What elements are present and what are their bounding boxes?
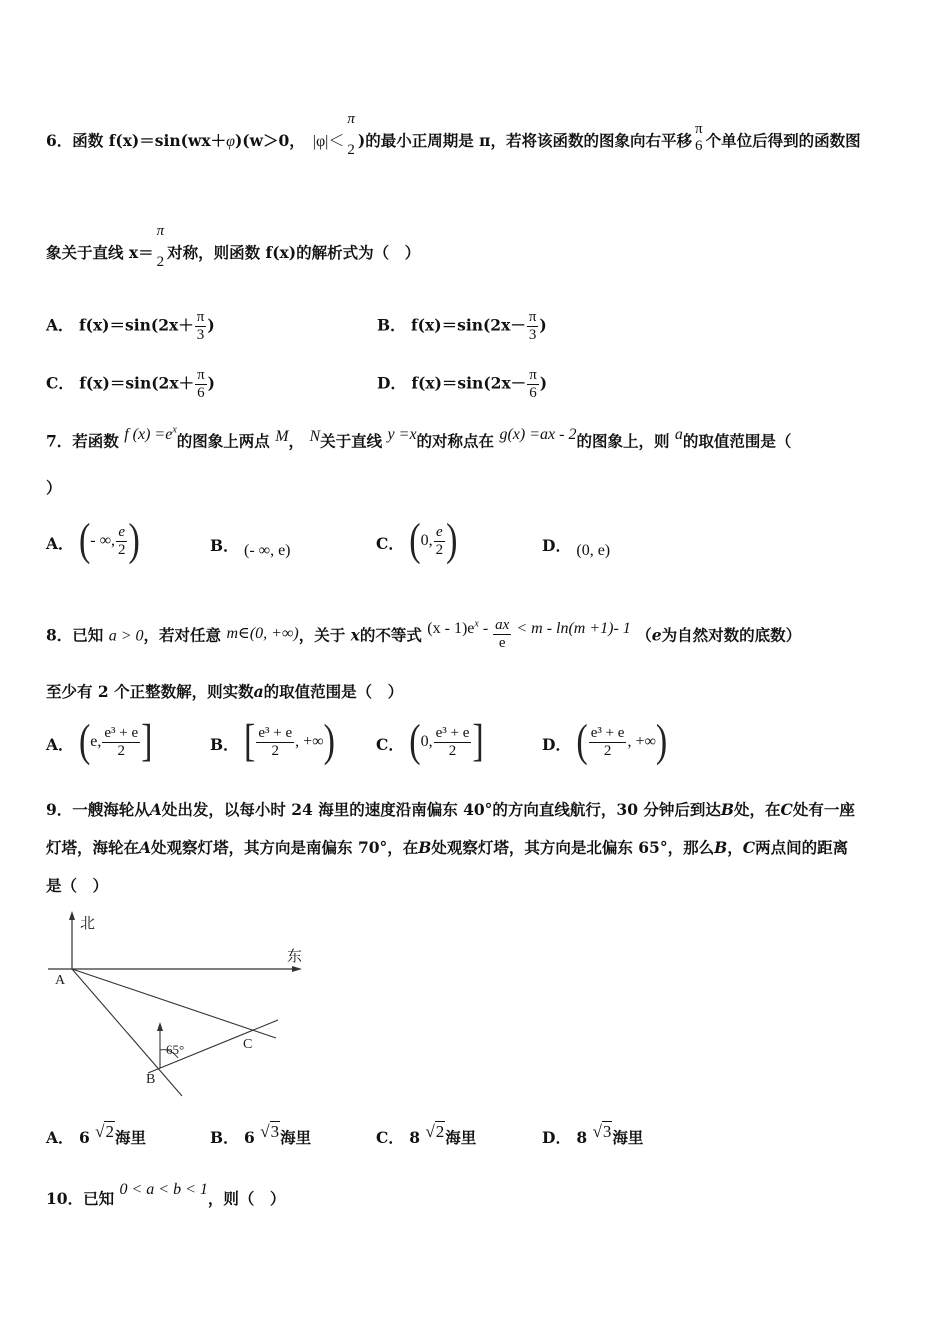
q7-option-c[interactable]: C． (0, $\frac{e}{2}$ ) xyxy=(376,515,458,566)
q8-option-c[interactable]: C． (0, $\frac{\text{e³ + e}}{2}$ ] xyxy=(376,716,484,767)
q8-option-d[interactable]: D． ( $\frac{\text{e³ + e}}{2}$ , +∞) xyxy=(542,716,668,767)
q7-option-b[interactable]: B． (- ∞, e) xyxy=(210,536,291,559)
north-label: 北 xyxy=(80,916,96,932)
point-a-label: A xyxy=(55,973,66,988)
q9-option-d[interactable]: D． 8 √3海里 xyxy=(542,1122,644,1147)
q9-line-1: 9．一艘海轮从A处出发，以每小时 24 海里的速度沿南偏东 40°的方向直线航行，30 分钟后到达B处，在C处有一座 xyxy=(46,800,855,819)
q6-line-2: 象关于直线 x＝ π 2 对称，则函数 f(x)的解析式为（ ） xyxy=(46,223,421,270)
q9-line-3: 是（ ） xyxy=(46,876,109,895)
q9-option-c[interactable]: C． 8 √2海里 xyxy=(376,1122,477,1147)
q9-option-b[interactable]: B． 6 √3海里 xyxy=(210,1122,312,1147)
q6-option-a[interactable]: A． f(x)＝sin(2x＋ $\frac{\pi}{3}$ ) xyxy=(46,309,215,343)
point-b-label: B xyxy=(146,1072,156,1087)
q9-option-a[interactable]: A． 6 √2海里 xyxy=(46,1122,146,1147)
q8-option-b[interactable]: B． [ $\frac{\text{e³ + e}}{2}$ , +∞) xyxy=(210,716,335,767)
q6-shift-fraction: π 6 xyxy=(694,121,703,154)
north-arrow-icon xyxy=(69,911,75,920)
q6-option-c[interactable]: C． f(x)＝sin(2x＋ $\frac{\pi}{6}$ ) xyxy=(46,367,215,401)
east-arrow-icon xyxy=(292,966,302,972)
q6-option-b[interactable]: B． f(x)＝sin(2x－ $\frac{\pi}{3}$ ) xyxy=(377,309,547,343)
q9-line-2: 灯塔，海轮在A处观察灯塔，其方向是南偏东 70°，在B处观察灯塔，其方向是北偏东 65°，那么B，C两点间的距离 xyxy=(46,838,849,857)
q7-option-d[interactable]: D． (0, e) xyxy=(542,536,611,559)
point-c-label: C xyxy=(243,1037,253,1052)
q6-option-d[interactable]: D． f(x)＝sin(2x－ $\frac{\pi}{6}$ ) xyxy=(377,367,548,401)
north-at-b-arrow-icon xyxy=(157,1022,163,1031)
q8-option-a[interactable]: A． (e, $\frac{\text{e³ + e}}{2}$ ] xyxy=(46,716,153,767)
q6-axis-fraction: π 2 xyxy=(156,223,165,270)
q6-phi-bound-fraction: π 2 xyxy=(347,111,355,158)
q7-line-2: ） xyxy=(46,478,62,497)
q8-line-1: 8．已知 a > 0，若对任意 m∈(0, +∞)，关于 x的不等式 $(x - 1)e^x$ - $\frac{ax}{e}$ < m - ln(m +1)- 1 （e为自然对数的底数） xyxy=(46,617,802,651)
q6-line-1: 6．函数 f(x)＝sin(wx＋φ)(w＞0， |φ|＜ π 2 )的最小正周期是 π，若将该函数的图象向右平移 π 6 个单位后得到的函数图 xyxy=(46,111,861,158)
angle-label: 65° xyxy=(166,1042,185,1057)
q7-option-a[interactable]: A． (- ∞, $\frac{e}{2}$ ) xyxy=(46,515,140,566)
q10-line-1: 10．已知 0 < a < b < 1，则（ ） xyxy=(46,1181,286,1208)
east-label: 东 xyxy=(287,949,303,965)
q8-line-2: 至少有 2 个正整数解，则实数a的取值范围是（ ） xyxy=(46,682,404,701)
q9-navigation-figure xyxy=(44,908,314,1103)
q7-line-1: 7．若函数 f $(x) =e^x$的图象上两点 M， N关于直线 y =x的对称点在 g(x) =ax - 2的图象上，则 a的取值范围是（ xyxy=(46,425,792,451)
